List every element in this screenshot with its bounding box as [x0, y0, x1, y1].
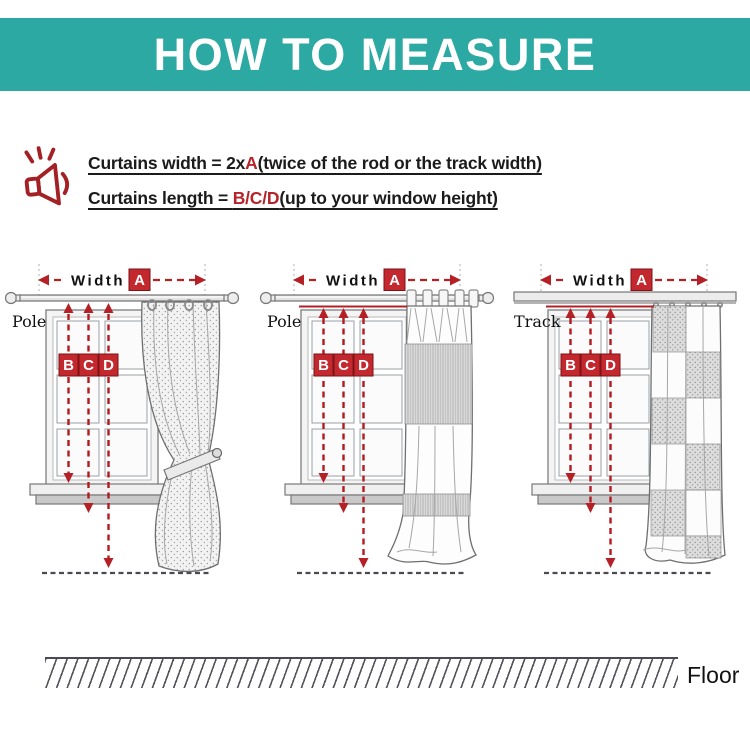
curtain-lower-band — [403, 494, 470, 516]
length-formula — [88, 185, 542, 211]
diagram-track-curtain — [504, 256, 744, 586]
width-label: Width — [71, 272, 126, 290]
floor-hatch — [45, 657, 678, 688]
width-formula — [88, 150, 542, 176]
width-label: Width — [326, 272, 381, 290]
letter-c: C — [338, 357, 349, 374]
curtain-track — [514, 292, 736, 307]
curtain-color-block — [643, 306, 725, 563]
support-label: Pole — [12, 312, 47, 331]
width-arrow — [540, 269, 708, 291]
width-formula-suffix: (twice of the rod or the track width) — [257, 153, 542, 173]
width-label: Width — [573, 272, 628, 290]
length-formula-highlight: B/C/D — [232, 188, 280, 208]
letter-a: A — [134, 272, 145, 289]
width-arrow — [38, 269, 206, 291]
window-sill — [30, 484, 172, 495]
support-label: Pole — [267, 312, 302, 331]
letter-c: C — [585, 357, 596, 374]
header-banner — [0, 18, 750, 91]
width-formula-prefix: Curtains width = 2x — [88, 153, 246, 173]
width-arrow — [293, 269, 461, 291]
letter-d: D — [605, 357, 616, 374]
letter-b: B — [318, 357, 329, 374]
length-formula-prefix: Curtains length = — [88, 188, 233, 208]
width-formula-highlight: A — [245, 153, 258, 173]
letter-a: A — [636, 272, 647, 289]
support-label: Track — [514, 312, 561, 331]
tieback-knob — [213, 449, 222, 458]
diagram-pole-grommet-curtain — [2, 256, 242, 586]
length-formula-suffix: (up to your window height) — [279, 188, 498, 208]
letter-d: D — [358, 357, 369, 374]
letter-c: C — [83, 357, 94, 374]
curtain-sheer-band — [405, 344, 472, 424]
megaphone-icon — [22, 144, 80, 214]
page-title: HOW TO MEASURE — [153, 29, 597, 80]
letter-d: D — [103, 357, 114, 374]
diagram-pole-tab-curtain — [257, 256, 497, 586]
measurement-notes — [88, 150, 542, 220]
letter-a: A — [389, 272, 400, 289]
letter-b: B — [565, 357, 576, 374]
floor-label: Floor — [687, 662, 740, 688]
letter-b: B — [63, 357, 74, 374]
